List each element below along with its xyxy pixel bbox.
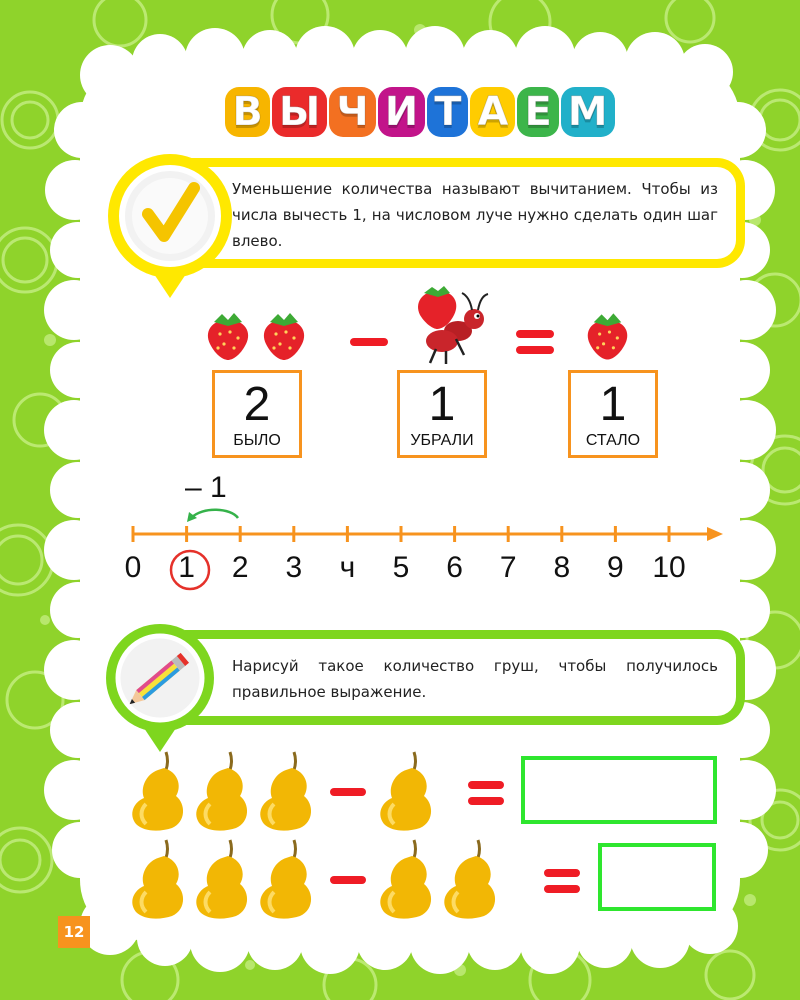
title-letter: М — [561, 87, 615, 137]
page-number: 12 — [58, 916, 90, 948]
number-box-removed — [397, 370, 487, 458]
pear-icon — [192, 836, 256, 920]
task-text: Нарисуй такое количество груш, чтобы получилось правильное выражение. — [232, 657, 718, 701]
title-letter: И — [378, 87, 425, 137]
strawberry-icon — [264, 313, 304, 360]
equals-sign-bottom — [516, 346, 554, 354]
pear-icon — [256, 748, 320, 832]
page-title — [232, 82, 608, 142]
ray-number: 7 — [499, 551, 517, 584]
number-box-value: 1 — [428, 378, 456, 431]
number-box-value: 1 — [599, 378, 627, 431]
pear-icon — [128, 748, 192, 832]
title-letter: А — [470, 87, 515, 137]
strawberry-icon — [580, 310, 635, 360]
equals-sign-bottom — [544, 885, 580, 893]
equals-sign-bottom — [468, 797, 504, 805]
number-box-became — [568, 370, 658, 458]
title-letter: Е — [517, 87, 558, 137]
pear-icon — [440, 836, 504, 920]
ray-number: 2 — [231, 551, 249, 584]
step-label: – 1 — [185, 471, 227, 504]
ray-number: ч — [339, 551, 356, 584]
strawberries-two — [200, 310, 315, 360]
ray-number: 1 — [178, 551, 195, 584]
pear-icon — [376, 836, 440, 920]
info-text: Уменьшение количества называют вычитанием. Чтобы из числа вычесть 1, на числовом луче нужно сделать один шаг влево. — [232, 180, 718, 250]
pear-icon — [192, 748, 256, 832]
minus-sign — [330, 788, 366, 796]
equals-sign-top — [544, 869, 580, 877]
ray-number: 0 — [124, 551, 142, 584]
pear-icon — [256, 836, 320, 920]
number-box-label: БЫЛО — [233, 432, 281, 449]
ray-number: 5 — [392, 551, 410, 584]
ray-number: 6 — [446, 551, 463, 584]
number-ray — [125, 500, 730, 550]
title-letter: Т — [427, 87, 468, 137]
equals-sign-top — [516, 330, 554, 338]
strawberry-icon — [208, 313, 248, 360]
number-box-value: 2 — [243, 378, 271, 431]
circled-number-marker — [168, 548, 212, 592]
ray-number: 9 — [607, 551, 624, 584]
ray-number: 10 — [652, 551, 686, 584]
pear-icon — [128, 836, 192, 920]
minus-sign — [330, 876, 366, 884]
minus-sign — [350, 338, 388, 346]
number-box-label: УБРАЛИ — [410, 432, 474, 449]
answer-box[interactable] — [598, 843, 716, 911]
number-box-label: СТАЛО — [585, 432, 641, 449]
ray-number: 3 — [285, 551, 303, 584]
title-letter: В — [225, 87, 270, 137]
ray-number: 8 — [553, 551, 571, 584]
number-box-was — [212, 370, 302, 458]
pear-icon — [376, 748, 440, 832]
title-letter: Ч — [329, 87, 375, 137]
answer-box[interactable] — [521, 756, 717, 824]
pencil-icon — [100, 620, 220, 755]
equals-sign-top — [468, 781, 504, 789]
title-letter: Ы — [272, 87, 327, 137]
checkmark-icon — [100, 150, 240, 300]
ant-with-strawberry-icon — [410, 285, 495, 365]
